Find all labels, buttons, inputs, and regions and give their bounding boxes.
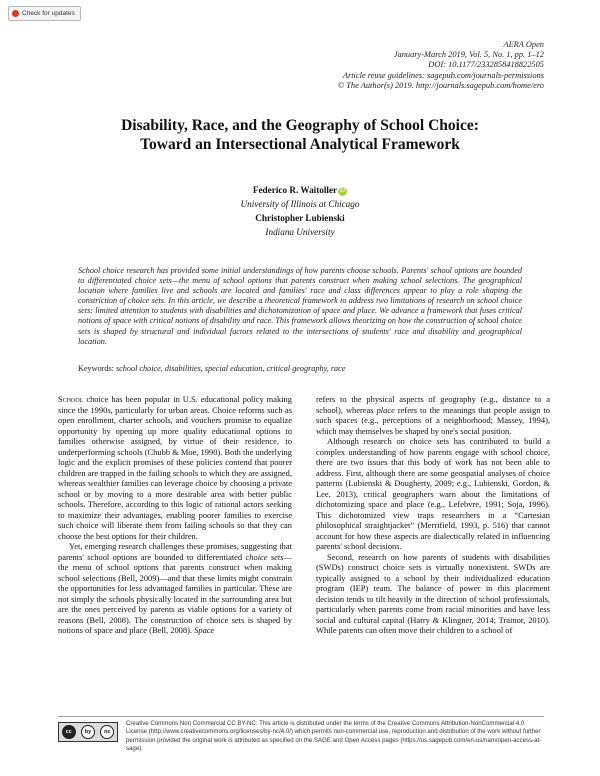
emphasis: choice sets: [245, 551, 284, 562]
author-name: Christopher Lubienski: [255, 213, 345, 223]
journal-name: AERA Open: [503, 40, 544, 49]
check-for-updates-badge[interactable]: [8, 6, 81, 21]
license-text: Creative Commons Non Commercial CC BY-NC: This article is distributed under the terms of the Creative Commons Attribution-NonCommercial 4.0 License (http://www.creativecommons.org/licenses/by-nc/4.0/) which permits non-commercial use, reproduction and distribution of the work without further permission provided the original work is attributed as specified on the SAGE and Open Access pages (https://us.sagepub.com/en-us/nam/open-access-at-sage).: [126, 720, 542, 753]
paragraph-text: —the menu of school options that parents construct when making school selections (Bell, 2009)—and that these limits might constrain the opportunities for less advantaged families in particular. These are not simply the schools physically located in the surrounding area but are the ones perceived by parents as viable options for a variety of reasons (Bell, 2008). The construction of choice sets is shaped by notions of space and place (Bell, 2008).: [58, 551, 292, 635]
author-affiliation: University of Illinois at Chicago: [240, 199, 360, 209]
check-for-updates-label: Check for updates: [22, 10, 75, 17]
paragraph-text: Yet, emerging research challenges these promises, suggesting that parents' school options are bounded to differentiated: [58, 541, 292, 562]
paragraph: Although research on choice sets has contributed to build a complex understanding of how parents engage with school choice, there are two issues that this body of work has not been able to address. First, although there are some geospatial analyses of choice patterns (Lubienski & Dougherty, 2009; e.g., Lubienski, Gordon, & Lee, 2013), critical geographers warn about the limitations of dichotomizing space and place (e.g., Lefebvre, 1991; Soja, 1996). This dichotomized view traps researchers in a “Cartesian philosophical straightjacket” (Merrifield, 1993, p. 516) that cannot account for how these aspects are dialectically related in influencing parents' school decisions.: [316, 436, 550, 551]
title-line-2: Toward an Intersectional Analytical Framework: [140, 136, 460, 153]
license-footer: [58, 716, 544, 754]
emphasis: place: [376, 404, 395, 415]
abstract: School choice research has provided some initial understandings of how parents choose schools. Parents' school options are bounded to differentiated choice sets—the menu of school options that parents construct when making school selections. The geographical location where families live and schools are located and families' race and class differences appear to play a role shaping the constriction of choice sets. In this article, we describe a theoretical framework to address two limitations of research on school choice sets: limited attention to students with disabilities and dichotomization of space and place. We advance a framework that fuses critical notions of space with critical notions of disability and race. This framework allows theorizing on how the construction of school choice sets is shaped by structural and individual factors related to the intersections of students' race and disability and geographical location.: [78, 266, 522, 346]
reuse-guidelines: Article reuse guidelines: sagepub.com/journals-permissions: [342, 70, 544, 80]
orcid-icon[interactable]: iD: [339, 188, 346, 194]
attribution-icon: by: [81, 725, 95, 739]
title-line-1: Disability, Race, and the Geography of School Choice:: [121, 117, 479, 134]
author-name: Federico R. Waitoller: [252, 185, 338, 195]
cc-icon: cc: [62, 725, 76, 739]
cc-license-badge[interactable]: [58, 722, 118, 742]
journal-doi: DOI: 10.1177/2332858418822505: [428, 60, 544, 70]
keywords-terms: school choice, disabilities, special education, critical geography, race: [115, 364, 346, 373]
lead-word: School: [58, 394, 84, 404]
paragraph: [58, 394, 292, 541]
paragraph: Second, research on how parents of students with disabilities (SWDs) construct choice sets is virtually nonexistent. SWDs are typically assigned to a school by their individualized education program (IEP) team. The balance of power in this placement decision tends to tilt heavily in the direction of school professionals, particularly when parents come from racial minorities and have less social and cultural capital (Harry & Klingner, 2014; Trainor, 2010). While parents can often move their children to a school of: [316, 551, 550, 635]
body-column-right: [316, 394, 550, 636]
emphasis: Space: [194, 625, 215, 635]
keywords: [78, 364, 522, 374]
journal-info: [338, 40, 544, 91]
paragraph: [316, 394, 550, 436]
non-commercial-icon: nc: [100, 725, 114, 739]
paragraph-text: choice has been popular in U.S. educational policy making since the 1990s, particularly for urban areas. Choice reforms such as open enrollment, charter schools, and vouchers promise to equalize opportunity by opening up more quality educational options to families otherwise assigned, by virtue of their residence, to underperforming schools (Chubb & Moe, 1990). Both the underlying logic and the explicit promises of these policies contend that poorer children are trapped in the failing schools to which they are assigned, whereas wealthier families can leverage choice by choosing a private school or by moving to a more desirable area with better public schools. Therefore, according to this logic of rational actors seeking to maximize their advantages, enabling poorer families to exercise such choice will liberate them from failing schools so that they can choose the best options for their children.: [58, 394, 292, 541]
paragraph-text: refers to the meanings that people assign to such spaces (e.g., perceptions of a neighborhood; Massey, 1994), which may themselves be shaped by one's social position.: [316, 404, 550, 436]
update-icon: [12, 10, 19, 17]
author-block: [60, 183, 540, 239]
paragraph-text: refers to the physical aspects of geography (e.g., distance to a school), whereas: [316, 394, 550, 415]
keywords-label: Keywords:: [78, 364, 114, 373]
body-column-left: [58, 394, 292, 636]
author-affiliation: Indiana University: [265, 227, 335, 237]
copyright: © The Author(s) 2019. http://journals.sagepub.com/home/ero: [337, 80, 544, 90]
journal-issue: January-March 2019, Vol. 5, No. 1, pp. 1–12: [393, 50, 544, 60]
article-title: [60, 116, 540, 154]
paragraph: [58, 541, 292, 636]
